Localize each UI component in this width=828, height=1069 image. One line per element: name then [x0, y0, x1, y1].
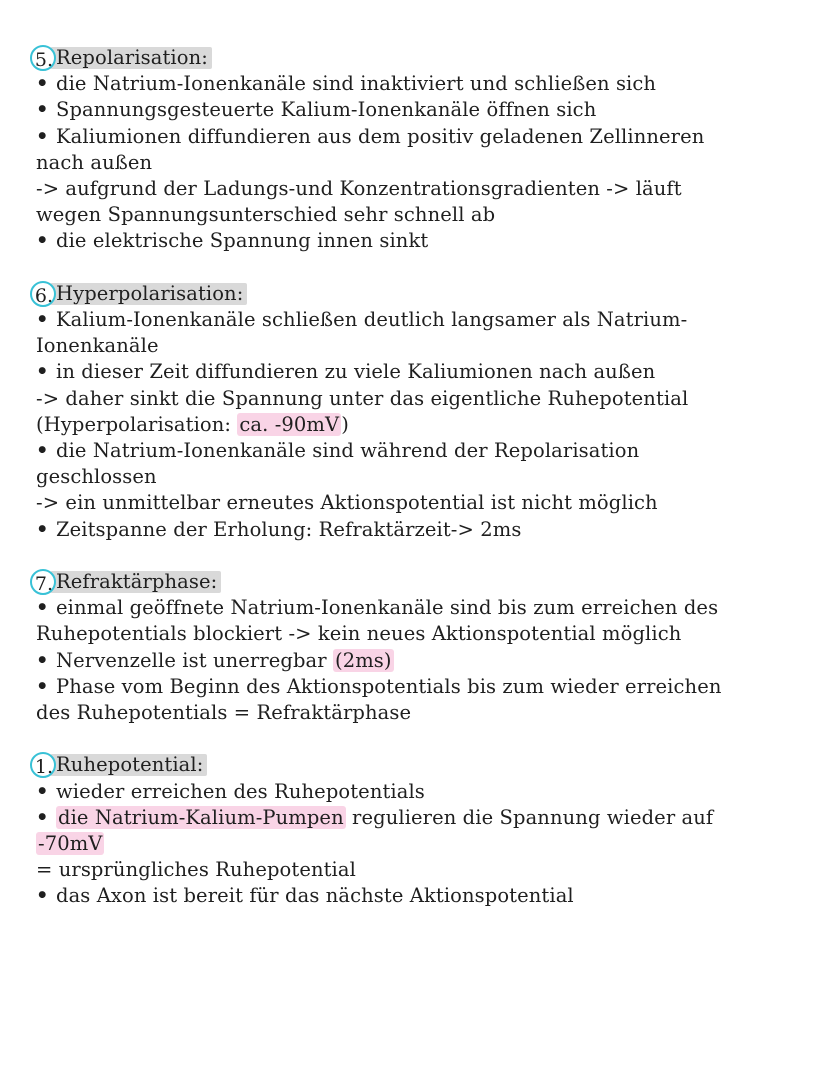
text-line: Ionenkanäle	[36, 334, 159, 358]
bullet-icon: •	[36, 517, 49, 541]
section-ruhepotential	[36, 752, 806, 909]
text-line: geschlossen	[36, 465, 157, 489]
text-line: -> ein unmittelbar erneutes Aktionspotential ist nicht möglich	[36, 491, 658, 515]
bullet-icon: •	[36, 72, 49, 96]
section-title: Ruhepotential:	[50, 754, 207, 776]
highlighted-phrase: die Natrium-Kalium-Pumpen	[58, 805, 344, 829]
section-title: Refraktärphase:	[50, 571, 221, 593]
text-line: des Ruhepotentials = Refraktärphase	[36, 701, 412, 724]
section-refraktaerphase	[36, 569, 806, 726]
list-item: • die Natrium-Kalium-Pumpen regulieren die Spannung wieder auf	[36, 805, 806, 831]
section-heading	[30, 281, 806, 307]
list-item: • in dieser Zeit diffundieren zu viele Kaliumionen nach außen	[36, 359, 806, 385]
text-line	[36, 831, 806, 857]
bullet-icon: •	[36, 596, 49, 620]
highlighted-value: -70mV	[38, 831, 103, 855]
highlighted-value: (2ms)	[335, 648, 392, 672]
highlighted-value: ca. -90mV	[239, 412, 340, 436]
list-item: • Nervenzelle ist unerregbar (2ms)	[36, 648, 806, 674]
bullet-icon: •	[36, 98, 49, 122]
step-number-circle: 7.	[30, 569, 56, 595]
list-item: • Zeitspanne der Erholung: Refraktärzeit-> 2ms	[36, 517, 806, 543]
list-item: • Kaliumionen diffundieren aus dem positiv geladenen Zellinneren	[36, 124, 806, 150]
section-hyperpolarisation	[36, 281, 806, 543]
bullet-icon: •	[36, 360, 49, 384]
section-heading	[30, 752, 806, 778]
bullet-icon: •	[36, 439, 49, 462]
section-heading	[30, 569, 806, 595]
bullet-icon: •	[36, 884, 49, 908]
list-item: • die Natrium-Ionenkanäle sind während der Repolarisation	[36, 438, 806, 464]
bullet-icon: •	[36, 229, 49, 253]
section-heading	[30, 45, 806, 71]
bullet-icon: •	[36, 674, 49, 698]
list-item: • Kalium-Ionenkanäle schließen deutlich langsamer als Natrium-	[36, 307, 806, 333]
list-item: • das Axon ist bereit für das nächste Aktionspotential	[36, 883, 806, 909]
list-item: • einmal geöffnete Natrium-Ionenkanäle sind bis zum erreichen des	[36, 595, 806, 621]
list-item: • wieder erreichen des Ruhepotentials	[36, 779, 806, 805]
bullet-icon: •	[36, 648, 49, 672]
bullet-icon: •	[36, 779, 49, 803]
text-line: wegen Spannungsunterschied sehr schnell ab	[36, 203, 496, 227]
text-line: nach außen	[36, 150, 153, 174]
bullet-icon: •	[36, 307, 49, 331]
text-line: Ruhepotentials blockiert -> kein neues Aktionspotential möglich	[36, 622, 682, 646]
step-number-circle: 1.	[30, 752, 56, 778]
step-number-circle: 5.	[30, 45, 56, 71]
step-number-circle: 6.	[30, 281, 56, 307]
list-item: • Spannungsgesteuerte Kalium-Ionenkanäle öffnen sich	[36, 97, 806, 123]
text-line: (Hyperpolarisation: ca. -90mV )	[36, 412, 349, 436]
section-title: Repolarisation:	[50, 47, 212, 69]
list-item: • die Natrium-Ionenkanäle sind inaktiviert und schließen sich	[36, 71, 806, 97]
text-line: = ursprüngliches Ruhepotential	[36, 858, 356, 882]
section-title: Hyperpolarisation:	[50, 283, 247, 305]
list-item: • die elektrische Spannung innen sinkt	[36, 228, 806, 254]
list-item: • Phase vom Beginn des Aktionspotentials bis zum wieder erreichen	[36, 674, 806, 700]
bullet-icon: •	[36, 124, 49, 148]
bullet-icon: •	[36, 805, 49, 829]
section-repolarisation	[36, 45, 806, 255]
text-line: -> daher sinkt die Spannung unter das eigentliche Ruhepotential	[36, 386, 689, 410]
text-line: -> aufgrund der Ladungs-und Konzentrationsgradienten -> läuft	[36, 177, 682, 200]
document-page	[36, 45, 806, 936]
